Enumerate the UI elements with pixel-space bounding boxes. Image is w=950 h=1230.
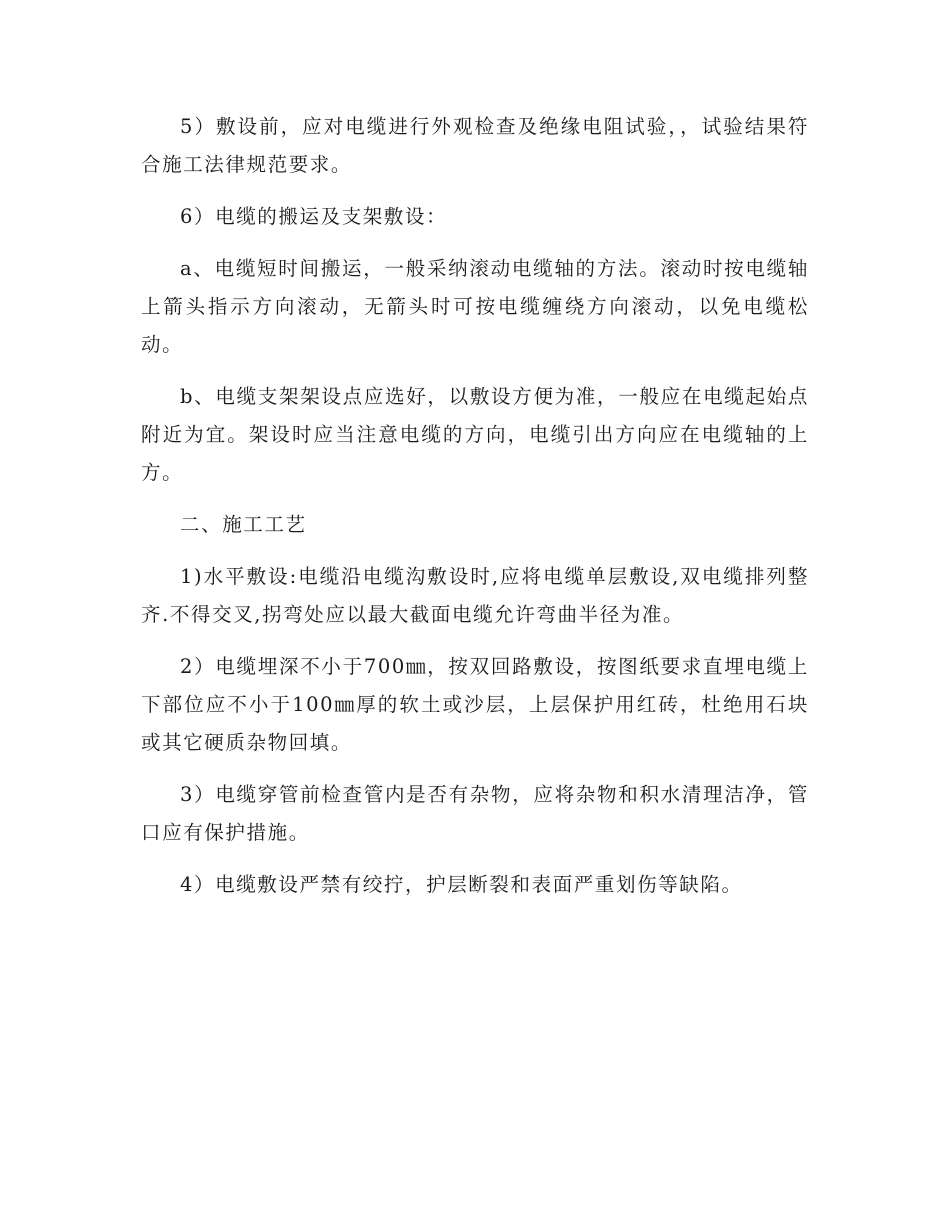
paragraph-inspection-before-laying: 5）敷设前，应对电缆进行外观检查及绝缘电阻试验，，试验结果符合施工法律规范要求。 <box>141 115 809 176</box>
paragraph-support-placement: b、电缆支架架设点应选好，以敷设方便为准，一般应在电缆起始点附近为宜。架设时应当注意电缆的方向，电缆引出方向应在电缆轴的上方。 <box>141 385 809 484</box>
paragraph-horizontal-laying: 1)水平敷设:电缆沿电缆沟敷设时,应将电缆单层敷设,双电缆排列整齐.不得交叉,拐弯处应以最大截面电缆允许弯曲半径为准。 <box>141 565 809 626</box>
paragraph-conduit-check: 3）电缆穿管前检查管内是否有杂物，应将杂物和积水清理洁净，管口应有保护措施。 <box>141 783 809 844</box>
document-body <box>141 108 809 918</box>
paragraph-short-distance-transport: a、电缆短时间搬运，一般采纳滚动电缆轴的方法。滚动时按电缆轴上箭头指示方向滚动，无箭头时可按电缆缠绕方向滚动，以免电缆松动。 <box>141 257 809 356</box>
paragraph-burial-depth: 2）电缆埋深不小于700㎜，按双回路敷设，按图纸要求直埋电缆上下部位应不小于100㎜厚的软土或沙层，上层保护用红砖，杜绝用石块或其它硬质杂物回填。 <box>141 655 809 754</box>
paragraph-laying-prohibitions: 4）电缆敷设严禁有绞拧，护层断裂和表面严重划伤等缺陷。 <box>180 873 743 896</box>
paragraph-transport-and-support-heading: 6）电缆的搬运及支架敷设： <box>180 205 448 228</box>
section-heading-construction-process: 二、施工工艺 <box>180 513 307 536</box>
